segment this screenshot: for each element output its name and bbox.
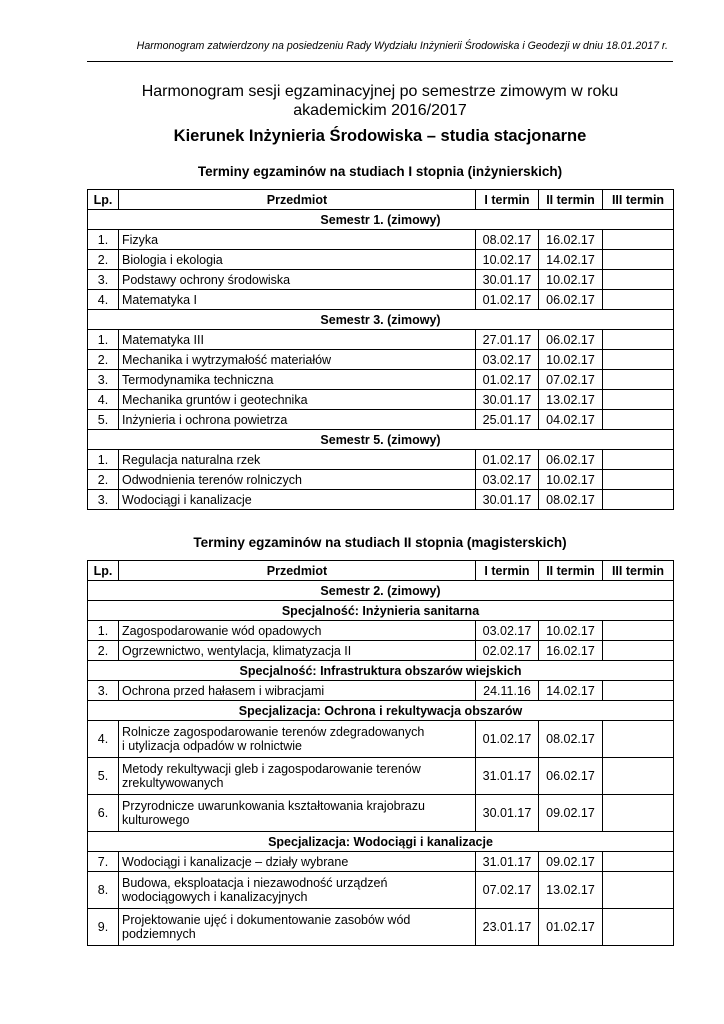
third-term-date bbox=[603, 641, 674, 661]
first-term-date: 08.02.17 bbox=[476, 230, 539, 250]
subject-name: Regulacja naturalna rzek bbox=[119, 450, 476, 470]
subject-name: Ochrona przed hałasem i wibracjami bbox=[119, 681, 476, 701]
subject-name: Mechanika i wytrzymałość materiałów bbox=[119, 350, 476, 370]
group-label: Specjalizacja: Ochrona i rekultywacja obszarów bbox=[88, 701, 674, 721]
subject-name: Wodociągi i kanalizacje bbox=[119, 490, 476, 510]
group-row bbox=[88, 601, 674, 621]
third-term-date bbox=[603, 330, 674, 350]
third-term-date bbox=[603, 410, 674, 430]
third-term-date bbox=[603, 350, 674, 370]
column-header-subject: Przedmiot bbox=[119, 561, 476, 581]
second-degree-table bbox=[87, 560, 674, 946]
group-label: Semestr 1. (zimowy) bbox=[88, 210, 674, 230]
row-number: 2. bbox=[88, 350, 119, 370]
subject-name bbox=[119, 758, 476, 795]
subject-name bbox=[119, 721, 476, 758]
column-header-lp: Lp. bbox=[88, 561, 119, 581]
subject-name-line: i utylizacja odpadów w rolnictwie bbox=[122, 739, 302, 753]
subject-name-line: Projektowanie ujęć i dokumentowanie zasobów wód bbox=[122, 913, 411, 927]
subject-name bbox=[119, 909, 476, 946]
table-header-row bbox=[88, 190, 674, 210]
group-row bbox=[88, 210, 674, 230]
first-term-date: 31.01.17 bbox=[476, 852, 539, 872]
column-header-third-term: III termin bbox=[603, 190, 674, 210]
row-number: 5. bbox=[88, 758, 119, 795]
table-row bbox=[88, 290, 674, 310]
third-term-date bbox=[603, 230, 674, 250]
subject-name: Wodociągi i kanalizacje – działy wybrane bbox=[119, 852, 476, 872]
table-row bbox=[88, 758, 674, 795]
row-number: 4. bbox=[88, 290, 119, 310]
table-row bbox=[88, 250, 674, 270]
third-term-date bbox=[603, 909, 674, 946]
subject-name-line: kulturowego bbox=[122, 813, 190, 827]
third-term-date bbox=[603, 852, 674, 872]
row-number: 3. bbox=[88, 270, 119, 290]
second-term-date: 14.02.17 bbox=[539, 681, 603, 701]
second-term-date: 10.02.17 bbox=[539, 621, 603, 641]
group-label: Specjalizacja: Wodociągi i kanalizacje bbox=[88, 832, 674, 852]
first-term-date: 31.01.17 bbox=[476, 758, 539, 795]
second-degree-body bbox=[88, 581, 674, 946]
table-row bbox=[88, 909, 674, 946]
document-title bbox=[87, 82, 673, 120]
second-term-date: 16.02.17 bbox=[539, 641, 603, 661]
subject-name-line: Budowa, eksploatacja i niezawodność urządzeń bbox=[122, 876, 388, 890]
second-term-date: 10.02.17 bbox=[539, 470, 603, 490]
document-title-line-1: Harmonogram sesji egzaminacyjnej po semestrze zimowym w roku bbox=[141, 83, 619, 100]
first-term-date: 07.02.17 bbox=[476, 872, 539, 909]
document-title-line-2: akademickim 2016/2017 bbox=[293, 102, 467, 119]
subject-name bbox=[119, 872, 476, 909]
second-term-date: 06.02.17 bbox=[539, 758, 603, 795]
approval-note: Harmonogram zatwierdzony na posiedzeniu Rady Wydziału Inżynierii Środowiska i Geodezji w dniu 18.01.2017 r. bbox=[136, 40, 668, 52]
header-divider bbox=[87, 61, 673, 62]
first-term-date: 30.01.17 bbox=[476, 270, 539, 290]
row-number: 7. bbox=[88, 852, 119, 872]
table-row bbox=[88, 270, 674, 290]
row-number: 1. bbox=[88, 330, 119, 350]
subject-name: Termodynamika techniczna bbox=[119, 370, 476, 390]
table-header-row bbox=[88, 561, 674, 581]
second-term-date: 09.02.17 bbox=[539, 795, 603, 832]
subject-name-line: Przyrodnicze uwarunkowania kształtowania krajobrazu bbox=[122, 799, 425, 813]
second-term-date: 01.02.17 bbox=[539, 909, 603, 946]
row-number: 5. bbox=[88, 410, 119, 430]
column-header-first-term: I termin bbox=[476, 561, 539, 581]
second-term-date: 06.02.17 bbox=[539, 290, 603, 310]
subject-name-line: wodociągowych i kanalizacyjnych bbox=[122, 890, 308, 904]
row-number: 2. bbox=[88, 641, 119, 661]
first-term-date: 30.01.17 bbox=[476, 490, 539, 510]
third-term-date bbox=[603, 290, 674, 310]
second-term-date: 10.02.17 bbox=[539, 270, 603, 290]
second-term-date: 04.02.17 bbox=[539, 410, 603, 430]
table-row bbox=[88, 450, 674, 470]
subject-name: Zagospodarowanie wód opadowych bbox=[119, 621, 476, 641]
first-degree-body bbox=[88, 210, 674, 510]
group-label: Specjalność: Inżynieria sanitarna bbox=[88, 601, 674, 621]
row-number: 3. bbox=[88, 490, 119, 510]
third-term-date bbox=[603, 450, 674, 470]
group-row bbox=[88, 310, 674, 330]
table-row bbox=[88, 681, 674, 701]
subject-name: Inżynieria i ochrona powietrza bbox=[119, 410, 476, 430]
first-term-date: 30.01.17 bbox=[476, 390, 539, 410]
group-row bbox=[88, 430, 674, 450]
second-degree-heading: Terminy egzaminów na studiach II stopnia (magisterskich) bbox=[193, 535, 567, 550]
table-row bbox=[88, 795, 674, 832]
subject-name: Ogrzewnictwo, wentylacja, klimatyzacja II bbox=[119, 641, 476, 661]
subject-name: Matematyka I bbox=[119, 290, 476, 310]
subject-name: Mechanika gruntów i geotechnika bbox=[119, 390, 476, 410]
first-term-date: 01.02.17 bbox=[476, 370, 539, 390]
first-term-date: 10.02.17 bbox=[476, 250, 539, 270]
table-row bbox=[88, 621, 674, 641]
row-number: 4. bbox=[88, 390, 119, 410]
first-term-date: 24.11.16 bbox=[476, 681, 539, 701]
column-header-second-term: II termin bbox=[539, 190, 603, 210]
first-term-date: 30.01.17 bbox=[476, 795, 539, 832]
row-number: 8. bbox=[88, 872, 119, 909]
group-label: Semestr 3. (zimowy) bbox=[88, 310, 674, 330]
first-term-date: 01.02.17 bbox=[476, 450, 539, 470]
second-term-date: 13.02.17 bbox=[539, 872, 603, 909]
semester-label: Semestr 2. (zimowy) bbox=[88, 581, 674, 601]
third-term-date bbox=[603, 621, 674, 641]
group-row bbox=[88, 701, 674, 721]
second-term-date: 06.02.17 bbox=[539, 450, 603, 470]
table-row bbox=[88, 852, 674, 872]
first-degree-table bbox=[87, 189, 674, 510]
first-term-date: 27.01.17 bbox=[476, 330, 539, 350]
third-term-date bbox=[603, 370, 674, 390]
third-term-date bbox=[603, 270, 674, 290]
group-label: Specjalność: Infrastruktura obszarów wiejskich bbox=[88, 661, 674, 681]
subject-name-line: Metody rekultywacji gleb i zagospodarowanie terenów bbox=[122, 762, 421, 776]
first-term-date: 25.01.17 bbox=[476, 410, 539, 430]
group-row bbox=[88, 832, 674, 852]
first-degree-heading: Terminy egzaminów na studiach I stopnia (inżynierskich) bbox=[197, 164, 563, 179]
first-term-date: 03.02.17 bbox=[476, 350, 539, 370]
third-term-date bbox=[603, 721, 674, 758]
table-row bbox=[88, 350, 674, 370]
second-term-date: 10.02.17 bbox=[539, 350, 603, 370]
third-term-date bbox=[603, 490, 674, 510]
group-row bbox=[88, 661, 674, 681]
subject-name: Biologia i ekologia bbox=[119, 250, 476, 270]
table-row bbox=[88, 490, 674, 510]
semester-row bbox=[88, 581, 674, 601]
subject-name-line: podziemnych bbox=[122, 927, 196, 941]
row-number: 4. bbox=[88, 721, 119, 758]
subject-name: Odwodnienia terenów rolniczych bbox=[119, 470, 476, 490]
table-row bbox=[88, 410, 674, 430]
table-row bbox=[88, 470, 674, 490]
table-row bbox=[88, 641, 674, 661]
field-of-study-heading: Kierunek Inżynieria Środowiska – studia stacjonarne bbox=[173, 127, 587, 145]
row-number: 6. bbox=[88, 795, 119, 832]
first-term-date: 01.02.17 bbox=[476, 290, 539, 310]
first-term-date: 03.02.17 bbox=[476, 470, 539, 490]
table-row bbox=[88, 721, 674, 758]
second-term-date: 08.02.17 bbox=[539, 490, 603, 510]
subject-name bbox=[119, 795, 476, 832]
subject-name: Podstawy ochrony środowiska bbox=[119, 270, 476, 290]
third-term-date bbox=[603, 470, 674, 490]
column-header-subject: Przedmiot bbox=[119, 190, 476, 210]
column-header-third-term: III termin bbox=[603, 561, 674, 581]
row-number: 9. bbox=[88, 909, 119, 946]
table-row bbox=[88, 872, 674, 909]
table-row bbox=[88, 230, 674, 250]
table-row bbox=[88, 390, 674, 410]
second-term-date: 07.02.17 bbox=[539, 370, 603, 390]
group-label: Semestr 5. (zimowy) bbox=[88, 430, 674, 450]
third-term-date bbox=[603, 390, 674, 410]
second-term-date: 08.02.17 bbox=[539, 721, 603, 758]
table-row bbox=[88, 370, 674, 390]
column-header-lp: Lp. bbox=[88, 190, 119, 210]
row-number: 3. bbox=[88, 370, 119, 390]
subject-name: Matematyka III bbox=[119, 330, 476, 350]
third-term-date bbox=[603, 758, 674, 795]
row-number: 2. bbox=[88, 470, 119, 490]
row-number: 1. bbox=[88, 621, 119, 641]
second-term-date: 14.02.17 bbox=[539, 250, 603, 270]
row-number: 1. bbox=[88, 230, 119, 250]
second-term-date: 16.02.17 bbox=[539, 230, 603, 250]
subject-name: Fizyka bbox=[119, 230, 476, 250]
second-term-date: 06.02.17 bbox=[539, 330, 603, 350]
first-term-date: 03.02.17 bbox=[476, 621, 539, 641]
subject-name-line: Rolnicze zagospodarowanie terenów zdegradowanych bbox=[122, 725, 425, 739]
first-term-date: 02.02.17 bbox=[476, 641, 539, 661]
column-header-second-term: II termin bbox=[539, 561, 603, 581]
column-header-first-term: I termin bbox=[476, 190, 539, 210]
subject-name-line: zrekultywowanych bbox=[122, 776, 224, 790]
third-term-date bbox=[603, 681, 674, 701]
first-term-date: 01.02.17 bbox=[476, 721, 539, 758]
second-term-date: 09.02.17 bbox=[539, 852, 603, 872]
row-number: 1. bbox=[88, 450, 119, 470]
row-number: 2. bbox=[88, 250, 119, 270]
table-row bbox=[88, 330, 674, 350]
third-term-date bbox=[603, 795, 674, 832]
second-term-date: 13.02.17 bbox=[539, 390, 603, 410]
third-term-date bbox=[603, 872, 674, 909]
first-term-date: 23.01.17 bbox=[476, 909, 539, 946]
third-term-date bbox=[603, 250, 674, 270]
row-number: 3. bbox=[88, 681, 119, 701]
